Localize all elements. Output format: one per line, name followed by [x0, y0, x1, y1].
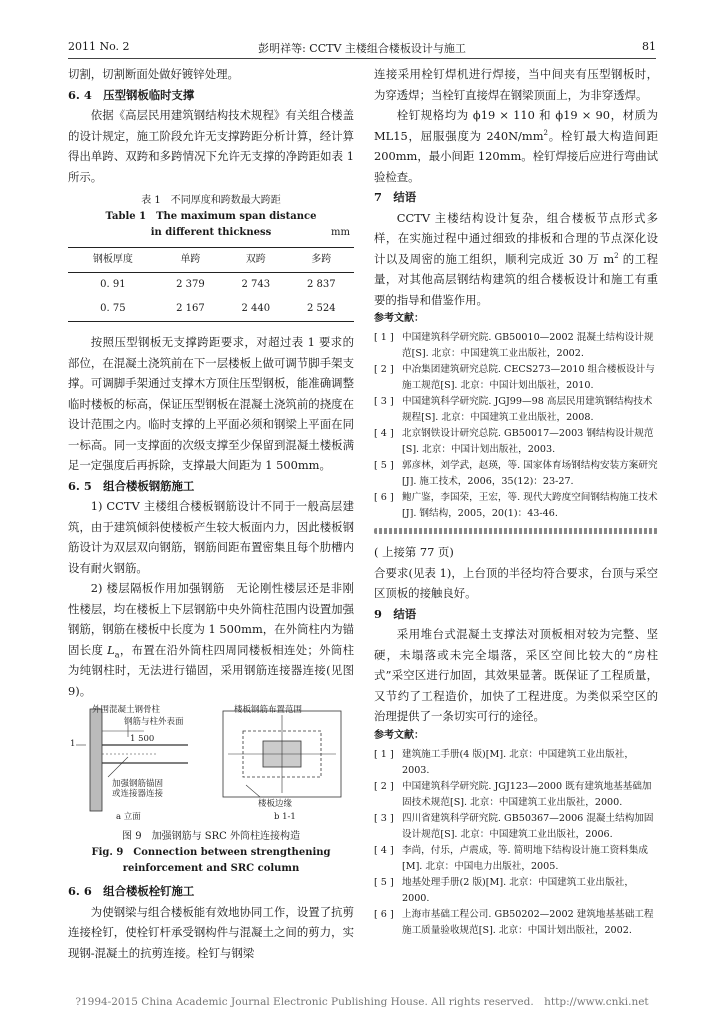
superscript: 2: [614, 251, 619, 260]
reference-text: 鲍广鉴，李国荣，王宏，等. 现代大跨度空间钢结构施工技术[J]. 钢结构，2005，20(1)：43-46.: [402, 492, 658, 519]
running-title: 彭明祥等: CCTV 主楼组合楼板设计与施工: [258, 42, 466, 55]
reference-number: [ 4 ]: [374, 844, 394, 856]
reference-item: [374, 490, 658, 522]
fig-label: 楼板钢筋布置范围: [234, 705, 303, 715]
continuation-note: ( 上接第 77 页): [374, 545, 454, 559]
references-label: 参考文献：: [374, 313, 424, 324]
table-cell: 2 167: [176, 302, 205, 314]
divider: [374, 528, 658, 534]
section-heading-9: 9 结语: [374, 606, 417, 621]
reference-text: 李尚，付乐，卢震成，等. 简明地下结构设计施工资料集成[M]. 北京：中国电力出版社，2005.: [402, 844, 648, 872]
reference-list: [374, 747, 658, 939]
paragraph: [68, 578, 354, 701]
figure-drawing: [68, 705, 354, 823]
paragraph: 依据《高层民用建筑钢结构技术规程》有关组合楼盖的设计规定，施工阶段允许无支撑跨距分析计算，经计算得出单跨、双跨和多跨情况下允许无支撑的净跨距如表 1 所示。: [68, 108, 354, 184]
reference-item: [374, 811, 658, 843]
reference-text: 郭彦林，刘学武，赵瑛，等. 国家体育场钢结构安装方案研究[J]. 施工技术，2006，35(12)：23-27.: [402, 460, 658, 487]
fig-sublabel-a: a 立面: [116, 812, 141, 822]
paragraph: 为使钢梁与组合楼板能有效地协同工作，设置了抗剪连接栓钉，使栓钉杆承受钢构件与混凝土之间的剪力，实现钢-混凝土的抗剪连接。栓钉与钢梁: [68, 904, 354, 960]
section-heading-7: 7 结语: [374, 190, 417, 204]
paragraph: 连接采用栓钉焊机进行焊接，当中间夹有压型钢板时，为穿透焊；当栓钉直接焊在钢梁顶面上，为非穿透焊。: [374, 67, 658, 102]
reference-item: [374, 875, 658, 907]
figure-caption-cn: 图 9 加强钢筋与 SRC 外筒柱连接构造: [122, 831, 300, 842]
fig-label: 外围混凝土钢骨柱: [92, 705, 161, 715]
text-run: ，布置在沿外筒柱四周同楼板相连处；外筒柱为纯钢柱时，无法进行锚固，采用钢筋连接器连接(见图 9)。: [68, 642, 354, 698]
subscript: a: [114, 649, 120, 659]
paragraph: 采用堆台式混凝土支撑法对顶板相对较为完整、坚硬，未塌落或未完全塌落，采区空间比较大的“房柱式”采空区进行加固，其效果显著。既保证了工程质量，又节约了工程造价，加快了工程进度。为类似采空区的治理提供了一条切实可行的途径。: [374, 627, 658, 723]
right-column: [374, 64, 658, 939]
reference-number: [ 5 ]: [374, 460, 394, 471]
table-header: 双跨: [245, 253, 266, 265]
table-caption: [68, 193, 354, 241]
figure-caption-en-2: reinforcement and SRC column: [122, 863, 300, 874]
text-run: CCTV 主楼结构设计复杂，组合楼板节点形式多样，在实施过程中通过细致的排板和合理的节点深化设计以及周密的施工组织，顺利完成近 30 万 m: [374, 210, 658, 266]
figure-9: [68, 705, 354, 823]
fig-label: 1: [70, 739, 76, 749]
table-row: [68, 297, 354, 322]
page-number: 81: [642, 40, 656, 53]
paragraph: 按照压型钢板无支撑跨距要求，对超过表 1 要求的部位，在混凝土浇筑前在下一层楼板上做可调节脚手架支撑。可调脚手架通过支撑木方顶住压型钢板，能准确调整临时楼板的标高，保证压型钢板在混凝土浇筑前的挠度在设计范围之内。临时支撑的上平面必须和钢梁上平面在同一标高。同一支撑面的次级支撑至少保留到混凝土楼板满足一定强度后再拆除，支撑最大间距为 1 500mm。: [68, 335, 354, 472]
reference-text: 中国建筑科学研究院. GB50010—2002 混凝土结构设计规范[S]. 北京：中国建筑工业出版社，2002.: [402, 332, 654, 359]
reference-item: [374, 843, 658, 875]
reference-number: [ 1 ]: [374, 332, 394, 343]
reference-number: [ 3 ]: [374, 396, 394, 407]
table-cell: 0. 75: [100, 302, 126, 314]
paragraph: 合要求(见表 1)，上台顶的半径均符合要求，台顶与采空区顶板的接触良好。: [374, 565, 658, 600]
superscript: 2: [543, 128, 548, 137]
section-heading-6-5: 6. 5 组合楼板钢筋施工: [68, 478, 195, 493]
fig-sublabel-b: b 1-1: [274, 812, 296, 822]
table-row: [68, 273, 354, 298]
reference-text: 四川省建筑科学研究院. GB50367—2006 混凝土结构加固设计规范[S]. 北京：中国建筑工业出版社，2006.: [402, 812, 654, 840]
table-caption-en-2-text: in different thickness: [150, 227, 272, 238]
table-header-row: [68, 248, 354, 273]
table-cell: 2 524: [306, 302, 336, 314]
reference-text: 中国建筑科学研究院. JGJ99—98 高层民用建筑钢结构技术规程[S]. 北京：中国建筑工业出版社，2008.: [402, 396, 653, 423]
reference-item: [374, 779, 658, 811]
references-label: 参考文献：: [374, 729, 424, 741]
reference-item: [374, 907, 658, 939]
journal-issue: 2011 No. 2: [68, 40, 130, 53]
table-cell: 0. 91: [100, 278, 126, 290]
reference-number: [ 2 ]: [374, 780, 394, 792]
fig-label: 钢筋与柱外表面: [124, 717, 184, 727]
reference-item: [374, 394, 658, 426]
table-cell: 2 837: [306, 278, 336, 290]
reference-list: [374, 330, 658, 522]
reference-number: [ 2 ]: [374, 364, 394, 375]
text-run: 2) 楼层隔板作用加强钢筋 无论刚性楼层还是非刚性楼层，均在楼板上下层钢筋中央外筒柱范围内设置加强钢筋，钢筋在楼板中长度为 1 500mm，在外筒柱内为锚固长度: [68, 581, 354, 657]
paragraph: [374, 105, 658, 187]
table-header: 钢板厚度: [92, 253, 133, 265]
fig-label: 1 500: [130, 734, 155, 744]
section-heading-6-6: 6. 6 组合楼板栓钉施工: [68, 884, 195, 898]
reference-number: [ 3 ]: [374, 812, 394, 824]
fig-label: 楼板边缘: [258, 799, 293, 809]
text-run: 。栓钉最大构造间距 200mm，最小间距 120mm。栓钉焊接后应进行弯曲试验检查。: [374, 128, 658, 184]
table-caption-cn: 表 1 不同厚度和跨数最大跨距: [141, 195, 281, 206]
running-header: [68, 36, 656, 59]
table-header: 单跨: [180, 253, 201, 265]
table-cell: 2 743: [241, 278, 271, 290]
left-column: [68, 64, 354, 963]
reference-item: [374, 426, 658, 458]
fig-label: 加强钢筋锚固: [112, 779, 164, 789]
reference-text: 建筑施工手册(4 版)[M]. 北京：中国建筑工业出版社，2003.: [402, 748, 634, 776]
figure-caption-en-1: Fig. 9 Connection between strengthening: [91, 847, 331, 858]
text-run: 的工程量，对其他高层钢结构建筑的组合楼板设计和施工有重要的指导和借鉴作用。: [374, 251, 658, 307]
copyright-footer: ?1994-2015 China Academic Journal Electronic Publishing House. All rights reserved. http://www.cnki.net: [75, 996, 649, 1008]
table-unit: mm: [331, 227, 350, 238]
table-cell: 2 379: [176, 278, 205, 290]
reference-number: [ 4 ]: [374, 428, 394, 439]
span-table: [68, 247, 354, 322]
reference-item: [374, 747, 658, 779]
reference-text: 上海市基础工程公司. GB50202—2002 建筑地基基础工程施工质量验收规范[S]. 北京：中国计划出版社，2002.: [402, 908, 654, 936]
reference-text: 北京钢铁设计研究总院. GB50017—2003 钢结构设计规范[S]. 北京：中国计划出版社，2003.: [402, 428, 654, 455]
table-cell: 2 440: [241, 302, 271, 314]
reference-number: [ 5 ]: [374, 876, 394, 888]
table-caption-en-1: Table 1 The maximum span distance: [105, 211, 317, 222]
table-caption-en-2: [68, 225, 354, 241]
paragraph: 1) CCTV 主楼组合楼板钢筋设计不同于一般高层建筑，由于建筑倾斜使楼板产生较大板面内力，因此楼板钢筋设计为双层双向钢筋，钢筋间距布置密集且每个肋槽内设有耐火钢筋。: [68, 499, 354, 575]
reference-item: [374, 458, 658, 490]
reference-number: [ 1 ]: [374, 748, 394, 760]
table-header: 多跨: [311, 253, 332, 265]
reference-text: 中国建筑科学研究院. JGJ123—2000 既有建筑地基基础加固技术规范[S]. 北京：中国建筑工业出版社，2000.: [402, 780, 652, 808]
reference-item: [374, 330, 658, 362]
reference-number: [ 6 ]: [374, 908, 394, 920]
text-run: 栓钉规格均为 ϕ19 × 110 和 ϕ19 × 90，材质为 ML15，屈服强度为 240N/mm: [374, 108, 658, 143]
reference-text: 中冶集团建筑研究总院. CECS273—2010 组合楼板设计与施工规范[S]. 北京：中国计划出版社，2010.: [402, 364, 655, 391]
paragraph: 切割，切割断面处做好镀锌处理。: [68, 67, 239, 81]
reference-item: [374, 362, 658, 394]
reference-text: 地基处理手册(2 版)[M]. 北京：中国建筑工业出版社，2000.: [402, 876, 634, 904]
section-heading-6-4: 6. 4 压型钢板临时支撑: [68, 87, 195, 102]
fig-label: 或连接器连接: [112, 789, 164, 799]
paragraph: [374, 208, 658, 311]
reference-number: [ 6 ]: [374, 492, 394, 503]
symbol-la: L: [107, 642, 115, 657]
